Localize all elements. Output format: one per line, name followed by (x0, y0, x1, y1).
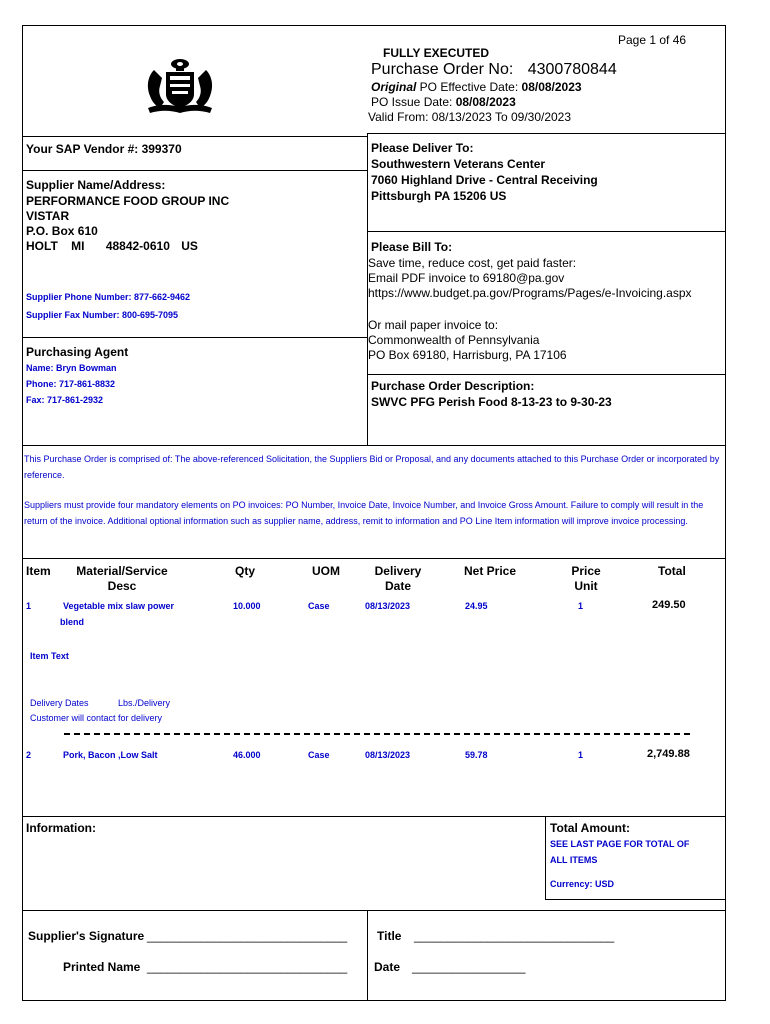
supplier-line-1: PERFORMANCE FOOD GROUP INC (26, 194, 230, 208)
agent-name: Name: Bryn Bowman (26, 363, 117, 373)
col-header-item: Item (26, 564, 51, 578)
bill-url: https://www.budget.pa.gov/Programs/Pages/e-Invoicing.aspx (368, 286, 692, 300)
total-note-line1: SEE LAST PAGE FOR TOTAL OF (550, 839, 690, 849)
issue-date: 08/08/2023 (455, 95, 516, 109)
supplier-country: US (181, 239, 198, 253)
printed-name-line[interactable]: ______________________________ (147, 960, 348, 974)
agent-fax: Fax: 717-861-2932 (26, 395, 104, 405)
col-header-total: Total (658, 564, 686, 578)
issue-label: PO Issue Date: (371, 95, 456, 109)
col-header-price-unit (564, 564, 608, 594)
row1-uom: Case (308, 601, 330, 611)
deliver-line-1: Southwestern Veterans Center (371, 157, 546, 171)
row1-delivery-date: 08/13/2023 (365, 601, 411, 611)
row1-net-price: 24.95 (465, 601, 488, 611)
signature-line[interactable]: ______________________________ (147, 929, 348, 943)
col-header-uom: UOM (312, 564, 340, 578)
notice-paragraph-2: Suppliers must provide four mandatory elements on PO invoices: PO Number, Invoice Date, Invoice Number, and Invoice Gross Amount. Failure to comply will result in the return of the invoice. Additional optional information such as supplier name, address, remit to information and PO Line Item information will improve invoice processing. (24, 500, 704, 526)
information-label: Information: (26, 821, 96, 835)
col-header-qty: Qty (235, 564, 256, 578)
divider-desc (367, 374, 725, 375)
deliver-line-3: Pittsburgh PA 15206 US (371, 189, 507, 203)
date-line[interactable]: _________________ (412, 960, 526, 974)
po-number-line (371, 60, 617, 80)
row2-delivery-date: 08/13/2023 (365, 750, 411, 760)
deliver-line-2: 7060 Highland Drive - Central Receiving (371, 173, 598, 187)
supplier-phone: Supplier Phone Number: 877-662-9462 (26, 292, 191, 302)
deliver-to-label: Please Deliver To: (371, 141, 474, 155)
bill-line-1: Save time, reduce cost, get paid faster: (368, 256, 577, 270)
lbs-delivery-label: Lbs./Delivery (118, 698, 171, 708)
agent-phone: Phone: 717-861-8832 (26, 379, 116, 389)
valid-dates: Valid From: 08/13/2023 To 09/30/2023 (368, 110, 572, 124)
row2-total: 2,749.88 (647, 748, 690, 760)
item-text-label: Item Text (30, 651, 69, 661)
col-header-price-unit-line1: Price (571, 564, 601, 578)
row2-uom: Case (308, 750, 330, 760)
supplier-city-line (26, 239, 198, 254)
frame-right (725, 25, 726, 1001)
customer-contact-note: Customer will contact for delivery (30, 713, 163, 723)
supplier-fax: Supplier Fax Number: 800-695-7095 (26, 310, 179, 320)
signature-label: Supplier's Signature (28, 929, 145, 943)
effective-label: PO Effective Date: (416, 80, 522, 94)
frame-top (22, 25, 726, 26)
purchasing-agent-label: Purchasing Agent (26, 345, 129, 359)
row1-price-unit: 1 (578, 601, 584, 611)
col-header-desc (72, 564, 172, 594)
divider-signature (22, 910, 726, 911)
divider-vendor (22, 170, 367, 171)
row1-desc-line1: Vegetable mix slaw power (63, 601, 175, 611)
col-header-desc-line2: Desc (107, 579, 137, 593)
col-header-price-unit-line2: Unit (574, 579, 598, 593)
total-amount-label: Total Amount: (550, 821, 630, 835)
divider-info-vertical (545, 816, 546, 900)
frame-bottom (22, 1000, 726, 1001)
divider-signature-vertical (367, 910, 368, 1000)
page-number: Page 1 of 46 (618, 33, 687, 47)
bill-line-6: PO Box 69180, Harrisburg, PA 17106 (368, 348, 567, 362)
supplier-city: HOLT (26, 239, 58, 253)
row1-total: 249.50 (652, 599, 686, 611)
row2-net-price: 59.78 (465, 750, 488, 760)
title-line[interactable]: ______________________________ (414, 929, 615, 943)
row2-desc-line1: Pork, Bacon ,Low Salt (63, 750, 158, 760)
bill-to-label: Please Bill To: (371, 240, 453, 254)
delivery-dates-label: Delivery Dates (30, 698, 89, 708)
supplier-name-label: Supplier Name/Address: (26, 178, 166, 192)
divider-header-left (22, 136, 367, 137)
bill-email: Email PDF invoice to 69180@pa.gov (368, 271, 565, 285)
divider-currency (545, 899, 726, 900)
supplier-zip: 48842-0610 (105, 239, 170, 253)
bill-line-5: Commonwealth of Pennsylvania (368, 333, 540, 347)
row2-item: 2 (26, 750, 32, 760)
row1-item: 1 (26, 601, 32, 611)
row2-qty: 46.000 (233, 750, 261, 760)
divider-info (22, 816, 726, 817)
po-number: 4300780844 (527, 61, 617, 78)
title-label: Title (377, 929, 402, 943)
total-note-line2: ALL ITEMS (550, 855, 598, 865)
po-description-label: Purchase Order Description: (371, 379, 535, 393)
effective-date: 08/08/2023 (521, 80, 582, 94)
effective-date-line (371, 80, 582, 95)
effective-prefix: Original (371, 80, 417, 94)
status-label: FULLY EXECUTED (383, 46, 490, 60)
col-header-net-price: Net Price (464, 564, 517, 578)
printed-name-label: Printed Name (63, 960, 141, 974)
currency: Currency: USD (550, 879, 615, 889)
frame-left (22, 25, 23, 1001)
supplier-state: MI (71, 239, 85, 253)
divider-agent (22, 337, 367, 338)
issue-date-line (371, 95, 516, 110)
divider-deliver (367, 231, 725, 232)
col-header-delivery-line1: Delivery (374, 564, 422, 578)
col-header-delivery-date (366, 564, 430, 594)
po-description: SWVC PFG Perish Food 8-13-23 to 9-30-23 (371, 395, 612, 409)
bill-line-4: Or mail paper invoice to: (368, 318, 499, 332)
row-separator (64, 733, 690, 735)
row2-price-unit: 1 (578, 750, 584, 760)
divider-table (22, 558, 726, 559)
divider-header-right (367, 133, 725, 134)
row1-desc-line2: blend (60, 617, 84, 627)
divider-notice (22, 445, 726, 446)
col-header-delivery-line2: Date (384, 579, 411, 593)
notice-paragraph-1: This Purchase Order is comprised of: The above-referenced Solicitation, the Suppliers Bid or Proposal, and any documents attached to this Purchase Order or incorporated by reference. (24, 454, 720, 480)
po-number-label: Purchase Order No: (371, 61, 514, 78)
supplier-line-2: VISTAR (26, 209, 70, 223)
commonwealth-seal-icon (140, 52, 220, 116)
date-label: Date (374, 960, 401, 974)
row1-qty: 10.000 (233, 601, 261, 611)
supplier-line-3: P.O. Box 610 (26, 224, 98, 238)
col-header-desc-line1: Material/Service (76, 564, 168, 578)
sap-vendor-number: Your SAP Vendor #: 399370 (26, 142, 182, 156)
